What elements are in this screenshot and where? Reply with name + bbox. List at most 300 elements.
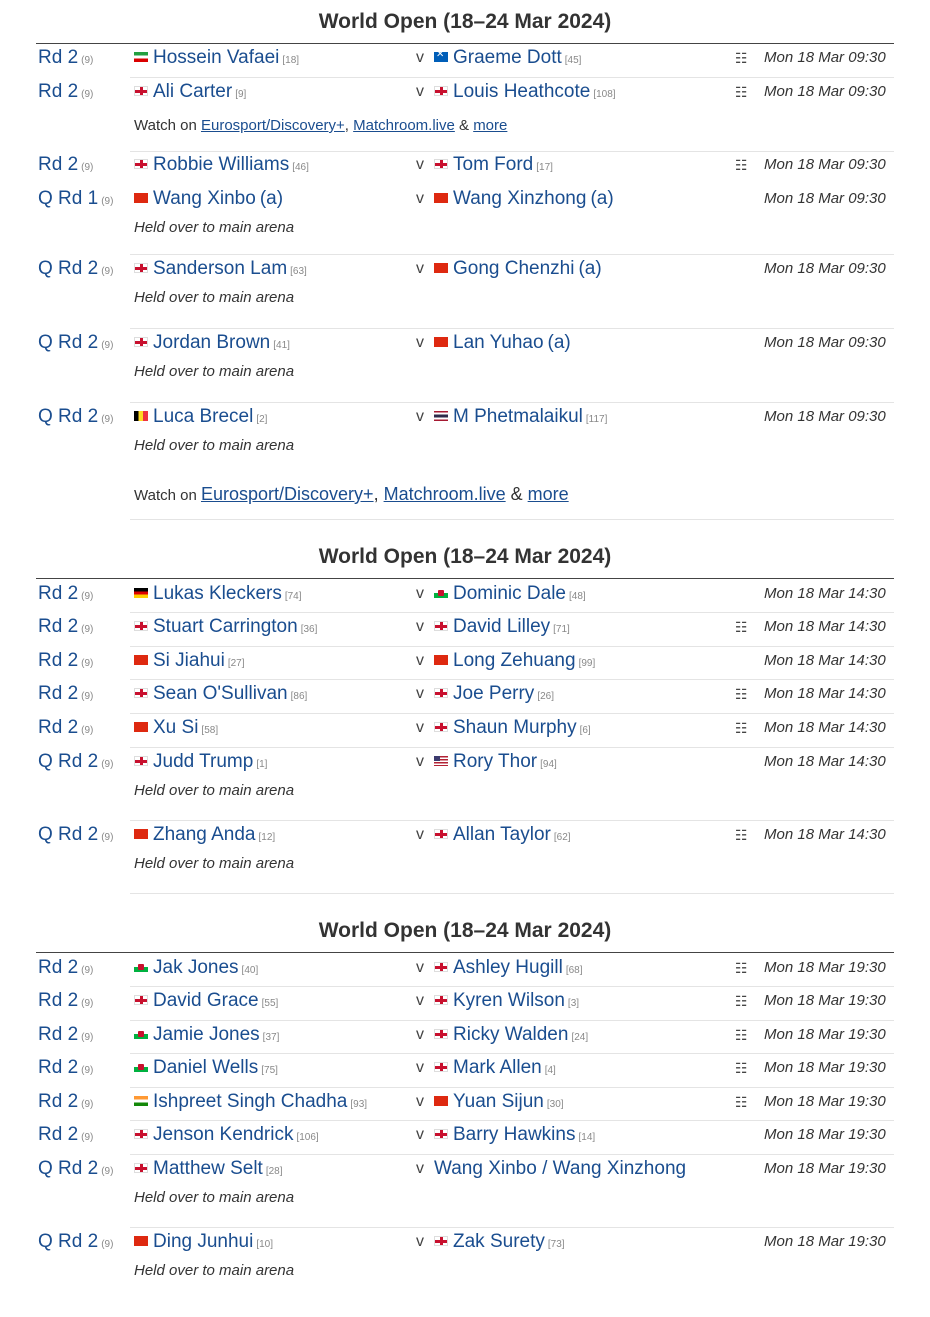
best-of: (9) [81, 1065, 94, 1076]
player-two[interactable] [434, 332, 571, 354]
player-one[interactable] [134, 583, 302, 605]
eurosport-link[interactable]: Eurosport/Discovery+ [200, 117, 345, 134]
versus-label: v [416, 959, 424, 976]
best-of: (9) [101, 266, 114, 277]
india-flag-icon [134, 1096, 148, 1106]
england-flag-icon [434, 722, 448, 732]
amateur-tag: (a) [590, 188, 614, 209]
china-flag-icon [434, 263, 448, 273]
match-row [0, 613, 930, 643]
match-time: Mon 18 Mar 09:30 [764, 83, 886, 100]
china-flag-icon [134, 829, 148, 839]
player-two[interactable] [434, 683, 554, 705]
row-divider [130, 893, 894, 894]
player-one[interactable] [134, 990, 278, 1012]
seed-rank: [63] [290, 266, 307, 277]
player-two[interactable] [434, 957, 583, 979]
versus-label: v [416, 1093, 424, 1110]
round-name[interactable]: Q Rd 2 [38, 751, 99, 772]
round-label[interactable] [38, 1024, 93, 1046]
player-name[interactable]: Luca Brecel [153, 406, 254, 427]
player-two[interactable] [434, 47, 581, 69]
versus-label: v [416, 753, 424, 770]
best-of: (9) [81, 965, 94, 976]
versus-label: v [416, 826, 424, 843]
round-name[interactable]: Q Rd 2 [38, 1158, 99, 1179]
player-name[interactable]: Zak Surety [453, 1231, 545, 1252]
best-of: (9) [81, 1032, 94, 1043]
round-name[interactable]: Rd 2 [38, 47, 79, 68]
tv-broadcast-icon: ☷ [735, 720, 748, 736]
player-name[interactable]: Lukas Kleckers [153, 583, 282, 604]
player-two[interactable] [434, 751, 557, 773]
round-label[interactable] [38, 258, 113, 280]
england-flag-icon [134, 1163, 148, 1173]
player-name[interactable]: Ali Carter [153, 81, 233, 102]
seed-rank: [18] [282, 55, 300, 66]
seed-rank: [27] [227, 658, 245, 669]
round-label[interactable] [38, 751, 113, 773]
player-two[interactable] [434, 1091, 564, 1113]
match-row [0, 1088, 930, 1118]
player-one[interactable] [134, 616, 317, 638]
player-one[interactable] [134, 406, 267, 428]
england-flag-icon [134, 621, 148, 631]
best-of: (9) [81, 691, 94, 702]
seed-rank: [45] [564, 55, 582, 66]
seed-rank: [75] [261, 1065, 278, 1076]
round-label[interactable] [38, 717, 93, 739]
watch-amp: & [454, 117, 474, 134]
player-name[interactable]: David Grace [153, 990, 259, 1011]
player-one[interactable] [134, 154, 309, 176]
match-row [0, 151, 930, 181]
player-two[interactable] [434, 1158, 686, 1180]
player-name[interactable]: Graeme Dott [453, 47, 562, 68]
seed-rank: [68] [565, 965, 583, 976]
best-of: (9) [81, 55, 94, 66]
match-row [0, 954, 930, 984]
versus-label: v [416, 1160, 424, 1177]
player-two[interactable] [434, 1124, 595, 1146]
player-one[interactable] [134, 258, 307, 280]
versus-label: v [416, 652, 424, 669]
player-name[interactable]: Mark Allen [453, 1057, 542, 1078]
more-link[interactable]: more [473, 117, 508, 134]
match-time: Mon 18 Mar 19:30 [764, 1126, 886, 1143]
seed-rank: [24] [571, 1032, 589, 1043]
round-name[interactable]: Rd 2 [38, 990, 79, 1011]
held-over-note: Held over to main arena [134, 1262, 295, 1279]
match-time: Mon 18 Mar 14:30 [764, 652, 886, 669]
seed-rank: [48] [568, 591, 586, 602]
player-name[interactable]: Sanderson Lam [153, 258, 288, 279]
tv-broadcast-icon: ☷ [735, 84, 748, 100]
best-of: (9) [101, 1239, 114, 1250]
tv-broadcast-icon: ☷ [735, 686, 748, 702]
round-name[interactable]: Q Rd 2 [38, 332, 99, 353]
player-two[interactable] [434, 406, 607, 428]
china-flag-icon [434, 1096, 448, 1106]
match-time: Mon 18 Mar 19:30 [764, 992, 886, 1009]
england-flag-icon [434, 995, 448, 1005]
amateur-tag: (a) [547, 332, 571, 353]
match-time: Mon 18 Mar 09:30 [764, 49, 886, 66]
round-label[interactable] [38, 188, 113, 210]
player-name[interactable]: David Lilley [453, 616, 551, 637]
match-time: Mon 18 Mar 14:30 [764, 685, 886, 702]
match-row [0, 44, 930, 74]
player-name[interactable]: Wang Xinbo [153, 188, 256, 209]
watch-on-line [134, 117, 507, 134]
match-row [0, 1121, 930, 1151]
match-time: Mon 18 Mar 14:30 [764, 719, 886, 736]
eurosport-link[interactable]: Eurosport/Discovery+ [200, 484, 374, 504]
match-time: Mon 18 Mar 09:30 [764, 260, 886, 277]
player-name[interactable]: Ricky Walden [453, 1024, 569, 1045]
player-two[interactable] [434, 650, 595, 672]
player-one[interactable] [134, 332, 290, 354]
germany-flag-icon [134, 588, 148, 598]
player-two[interactable] [434, 824, 571, 846]
seed-rank: [10] [256, 1239, 274, 1250]
round-label[interactable] [38, 1124, 93, 1146]
versus-label: v [416, 1026, 424, 1043]
best-of: (9) [81, 658, 94, 669]
seed-rank: [62] [553, 832, 571, 843]
seed-rank: [108] [593, 89, 616, 100]
seed-rank: [73] [547, 1239, 565, 1250]
best-of: (9) [81, 162, 94, 173]
round-name[interactable]: Rd 2 [38, 1057, 79, 1078]
held-over-note: Held over to main arena [134, 855, 295, 872]
player-one[interactable] [134, 957, 258, 979]
player-name[interactable]: Lan Yuhao [453, 332, 544, 353]
match-row [0, 714, 930, 744]
match-row [0, 680, 930, 710]
round-label[interactable] [38, 616, 93, 638]
thailand-flag-icon [434, 411, 448, 421]
player-name[interactable]: Dominic Dale [453, 583, 566, 604]
match-time: Mon 18 Mar 19:30 [764, 1093, 886, 1110]
match-row [0, 1155, 930, 1185]
held-over-note: Held over to main arena [134, 219, 295, 236]
best-of: (9) [81, 89, 94, 100]
amateur-tag: (a) [578, 258, 602, 279]
player-two[interactable] [434, 1231, 565, 1253]
tv-broadcast-icon: ☷ [735, 827, 748, 843]
player-name[interactable]: Wang Xinzhong [453, 188, 587, 209]
versus-label: v [416, 719, 424, 736]
round-name[interactable]: Rd 2 [38, 583, 79, 604]
watch-prefix: Watch on [134, 117, 201, 134]
player-two[interactable] [434, 717, 591, 739]
match-row [0, 821, 930, 851]
player-one[interactable] [134, 1231, 273, 1253]
match-row [0, 1021, 930, 1051]
player-one[interactable] [134, 1024, 279, 1046]
player-name[interactable]: Joe Perry [453, 683, 535, 704]
player-one[interactable] [134, 1091, 367, 1113]
player-one[interactable] [134, 683, 307, 705]
player-name[interactable]: Judd Trump [153, 751, 254, 772]
versus-label: v [416, 190, 424, 207]
watch-prefix: Watch on [134, 487, 201, 504]
player-two[interactable] [434, 616, 570, 638]
player-two[interactable] [434, 583, 586, 605]
round-label[interactable] [38, 1057, 93, 1079]
england-flag-icon [434, 1129, 448, 1139]
round-name[interactable]: Rd 2 [38, 717, 79, 738]
player-name[interactable]: Gong Chenzhi [453, 258, 575, 279]
player-one[interactable] [134, 188, 283, 210]
best-of: (9) [101, 196, 114, 207]
round-name[interactable]: Rd 2 [38, 616, 79, 637]
tv-broadcast-icon: ☷ [735, 50, 748, 66]
player-name[interactable]: Zhang Anda [153, 824, 256, 845]
seed-rank: [40] [241, 965, 259, 976]
match-time: Mon 18 Mar 19:30 [764, 1059, 886, 1076]
player-name[interactable]: Allan Taylor [453, 824, 551, 845]
best-of: (9) [81, 998, 94, 1009]
round-label[interactable] [38, 957, 93, 979]
seed-rank: [71] [553, 624, 570, 635]
round-label[interactable] [38, 1231, 113, 1253]
match-row [0, 78, 930, 108]
seed-rank: [3] [567, 998, 580, 1009]
wales-flag-icon [134, 1062, 148, 1072]
player-name[interactable]: Sean O'Sullivan [153, 683, 288, 704]
player-name[interactable]: M Phetmalaikul [453, 406, 583, 427]
tv-broadcast-icon: ☷ [735, 619, 748, 635]
round-name[interactable]: Rd 2 [38, 650, 79, 671]
round-label[interactable] [38, 406, 113, 428]
england-flag-icon [434, 1236, 448, 1246]
round-name[interactable]: Q Rd 2 [38, 824, 99, 845]
england-flag-icon [434, 829, 448, 839]
section-title: World Open (18–24 Mar 2024) [318, 919, 612, 942]
round-label[interactable] [38, 683, 93, 705]
seed-rank: [117] [585, 414, 608, 425]
player-name[interactable]: Ishpreet Singh Chadha [153, 1091, 348, 1112]
player-name[interactable]: Shaun Murphy [453, 717, 577, 738]
round-label[interactable] [38, 583, 93, 605]
match-time: Mon 18 Mar 14:30 [764, 618, 886, 635]
round-label[interactable] [38, 1091, 93, 1113]
player-name[interactable]: Robbie Williams [153, 154, 290, 175]
player-name[interactable]: Yuan Sijun [453, 1091, 544, 1112]
seed-rank: [86] [290, 691, 308, 702]
england-flag-icon [134, 995, 148, 1005]
player-two[interactable] [434, 188, 614, 210]
player-one[interactable] [134, 650, 245, 672]
best-of: (9) [81, 725, 94, 736]
held-over-note: Held over to main arena [134, 1189, 295, 1206]
player-one[interactable] [134, 824, 275, 846]
versus-label: v [416, 992, 424, 1009]
best-of: (9) [81, 1099, 94, 1110]
seed-rank: [58] [201, 725, 219, 736]
versus-label: v [416, 1059, 424, 1076]
england-flag-icon [434, 621, 448, 631]
player-one[interactable] [134, 1124, 319, 1146]
round-name[interactable]: Q Rd 2 [38, 258, 99, 279]
player-name[interactable]: Daniel Wells [153, 1057, 259, 1078]
england-flag-icon [134, 263, 148, 273]
section-divider [36, 578, 894, 579]
england-flag-icon [134, 756, 148, 766]
player-two[interactable] [434, 1057, 556, 1079]
seed-rank: [37] [262, 1032, 280, 1043]
held-over-note: Held over to main arena [134, 363, 295, 380]
tv-broadcast-icon: ☷ [735, 157, 748, 173]
round-name[interactable]: Rd 2 [38, 683, 79, 704]
seed-rank: [94] [540, 759, 557, 770]
player-two[interactable] [434, 990, 579, 1012]
section-divider [36, 952, 894, 953]
round-name[interactable]: Q Rd 1 [38, 188, 99, 209]
best-of: (9) [101, 340, 114, 351]
tv-broadcast-icon: ☷ [735, 993, 748, 1009]
player-one[interactable] [134, 717, 218, 739]
seed-rank: [14] [578, 1132, 596, 1143]
england-flag-icon [134, 159, 148, 169]
china-flag-icon [134, 655, 148, 665]
held-over-note: Held over to main arena [134, 782, 295, 799]
seed-rank: [41] [273, 340, 290, 351]
match-time: Mon 18 Mar 14:30 [764, 753, 886, 770]
wales-flag-icon [134, 962, 148, 972]
china-flag-icon [434, 337, 448, 347]
player-name[interactable]: Xu Si [153, 717, 199, 738]
player-two[interactable] [434, 154, 553, 176]
section-title: World Open (18–24 Mar 2024) [318, 10, 612, 33]
matchroom-link[interactable]: Matchroom.live [383, 484, 506, 504]
seed-rank: [74] [284, 591, 302, 602]
matchroom-link[interactable]: Matchroom.live [353, 117, 455, 134]
player-name[interactable]: Stuart Carrington [153, 616, 298, 637]
watch-on-line [134, 484, 569, 505]
iran-flag-icon [134, 52, 148, 62]
tv-broadcast-icon: ☷ [735, 1060, 748, 1076]
player-two[interactable] [434, 258, 602, 280]
player-name[interactable]: Jamie Jones [153, 1024, 260, 1045]
round-label[interactable] [38, 154, 93, 176]
round-label[interactable] [38, 81, 93, 103]
match-row [0, 403, 930, 433]
section-title: World Open (18–24 Mar 2024) [318, 545, 612, 568]
player-name[interactable]: Hossein Vafaei [153, 47, 280, 68]
round-label[interactable] [38, 47, 93, 69]
player-name[interactable]: Jordan Brown [153, 332, 271, 353]
player-name[interactable]: Ashley Hugill [453, 957, 563, 978]
match-time: Mon 18 Mar 09:30 [764, 334, 886, 351]
versus-label: v [416, 618, 424, 635]
china-flag-icon [134, 722, 148, 732]
player-name[interactable]: Wang Xinbo / Wang Xinzhong [434, 1158, 687, 1179]
best-of: (9) [101, 414, 114, 425]
china-flag-icon [134, 1236, 148, 1246]
player-name[interactable]: Ding Junhui [153, 1231, 254, 1252]
england-flag-icon [434, 1029, 448, 1039]
player-name[interactable]: Jenson Kendrick [153, 1124, 294, 1145]
player-one[interactable] [134, 1158, 283, 1180]
round-name[interactable]: Q Rd 2 [38, 406, 99, 427]
versus-label: v [416, 408, 424, 425]
held-over-note: Held over to main arena [134, 437, 295, 454]
more-link[interactable]: more [527, 484, 569, 504]
player-name[interactable]: Kyren Wilson [453, 990, 565, 1011]
round-label[interactable] [38, 332, 113, 354]
match-time: Mon 18 Mar 19:30 [764, 1233, 886, 1250]
player-name[interactable]: Si Jiahui [153, 650, 225, 671]
player-name[interactable]: Long Zehuang [453, 650, 576, 671]
round-name[interactable]: Rd 2 [38, 154, 79, 175]
match-time: Mon 18 Mar 09:30 [764, 190, 886, 207]
match-time: Mon 18 Mar 14:30 [764, 826, 886, 843]
round-name[interactable]: Rd 2 [38, 1024, 79, 1045]
versus-label: v [416, 156, 424, 173]
player-name[interactable]: Matthew Selt [153, 1158, 263, 1179]
match-row [0, 185, 930, 215]
player-one[interactable] [134, 1057, 278, 1079]
round-label[interactable] [38, 650, 93, 672]
player-one[interactable] [134, 47, 299, 69]
wales-flag-icon [134, 1029, 148, 1039]
match-row [0, 987, 930, 1017]
seed-rank: [46] [292, 162, 309, 173]
watch-amp: & [505, 484, 528, 504]
match-time: Mon 18 Mar 19:30 [764, 1160, 886, 1177]
player-name[interactable]: Tom Ford [453, 154, 534, 175]
round-name[interactable]: Rd 2 [38, 1091, 79, 1112]
player-one[interactable] [134, 81, 246, 103]
seed-rank: [26] [537, 691, 554, 702]
seed-rank: [28] [265, 1166, 283, 1177]
best-of: (9) [101, 759, 114, 770]
tv-broadcast-icon: ☷ [735, 1094, 748, 1110]
match-row [0, 647, 930, 677]
match-time: Mon 18 Mar 19:30 [764, 1026, 886, 1043]
player-one[interactable] [134, 751, 267, 773]
seed-rank: [6] [579, 725, 591, 736]
player-two[interactable] [434, 1024, 588, 1046]
player-name[interactable]: Louis Heathcote [453, 81, 591, 102]
round-name[interactable]: Rd 2 [38, 957, 79, 978]
versus-label: v [416, 1233, 424, 1250]
wales-flag-icon [434, 588, 448, 598]
player-two[interactable] [434, 81, 616, 103]
player-name[interactable]: Rory Thor [453, 751, 538, 772]
round-label[interactable] [38, 1158, 113, 1180]
england-flag-icon [434, 159, 448, 169]
row-divider [130, 519, 894, 520]
round-label[interactable] [38, 824, 113, 846]
round-name[interactable]: Rd 2 [38, 1124, 79, 1145]
england-flag-icon [134, 688, 148, 698]
player-name[interactable]: Barry Hawkins [453, 1124, 576, 1145]
round-name[interactable]: Rd 2 [38, 81, 79, 102]
seed-rank: [93] [350, 1099, 368, 1110]
amateur-tag: (a) [259, 188, 284, 209]
versus-label: v [416, 585, 424, 602]
player-name[interactable]: Jak Jones [153, 957, 239, 978]
seed-rank: [106] [296, 1132, 319, 1143]
round-label[interactable] [38, 990, 93, 1012]
best-of: (9) [101, 832, 114, 843]
round-name[interactable]: Q Rd 2 [38, 1231, 99, 1252]
seed-rank: [30] [546, 1099, 564, 1110]
